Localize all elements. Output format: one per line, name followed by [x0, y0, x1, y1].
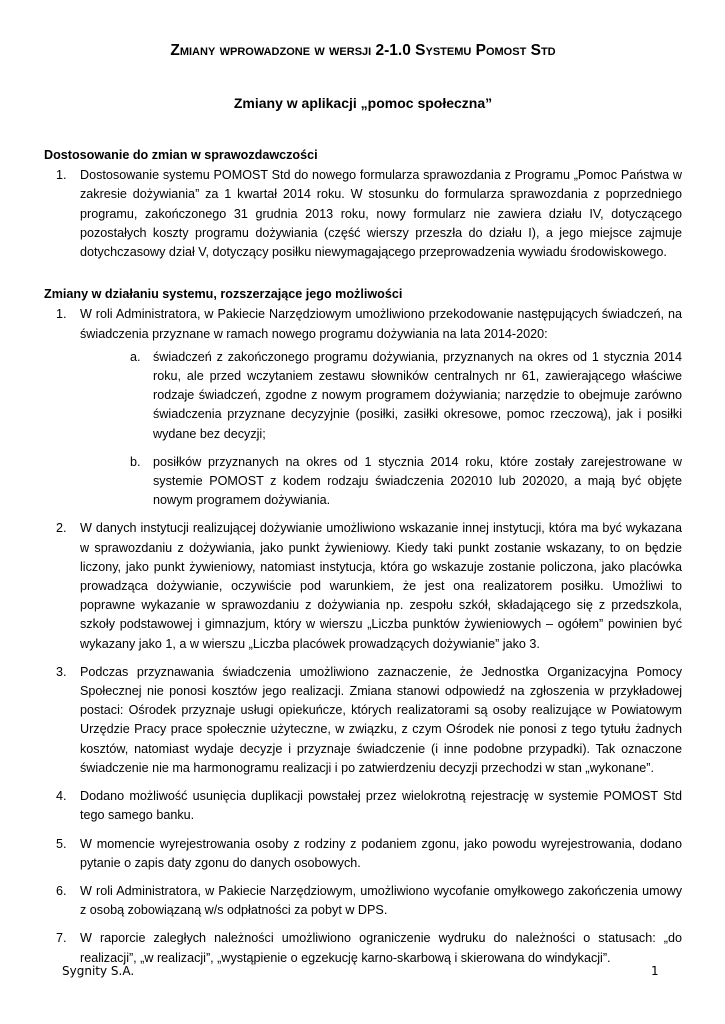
document-subtitle: Zmiany w aplikacji „pomoc społeczna”: [233, 95, 493, 111]
list-item-text: Dostosowanie systemu POMOST Std do nowego formularza sprawozdania z Programu „Pomoc Państwa w zakresie dożywiania” za 1 kwartał 2014 roku. W stosunku do formularza sprawozdania z poprzedniego programu, zakończonego 31 grudnia 2013 roku, nowy formularz nie zawiera działu IV, dotyczącego pozostałych koszty programu dożywiania (część wierszy przeszła do działu I), a jego miejsce zajmuje dotychczasowy dział V, dotyczący posiłku niewymagającego przeprowadzenia wywiadu środowiskowego.: [80, 168, 682, 260]
sub-list-item-letter: b.: [130, 454, 141, 469]
list-item-number: 4.: [56, 789, 67, 804]
sub-list-item-letter: a.: [130, 349, 141, 364]
list-item: [44, 929, 682, 967]
sub-list-item: [80, 453, 682, 511]
list-item: [44, 519, 682, 653]
list-item-number: 1.: [56, 168, 67, 183]
list-item-number: 3.: [56, 664, 67, 679]
sub-list: [80, 348, 682, 511]
list-item: [44, 663, 682, 778]
system-changes-list: [44, 305, 682, 967]
document-body: [44, 146, 682, 977]
list-item-text: W roli Administratora, w Pakiecie Narzędziowym umożliwiono przekodowanie następujących świadczeń, na świadczenia przyznane w ramach nowego programu dożywiania na lata 2014-2020:: [80, 307, 682, 341]
list-item-number: 6.: [56, 883, 67, 898]
list-item-number: 2.: [56, 521, 67, 536]
list-item: [44, 305, 682, 510]
list-item-text: W momencie wyrejestrowania osoby z rodziny z podaniem zgonu, jako powodu wyrejestrowania, dodano pytanie o zapis daty zgonu do danych osobowych.: [80, 836, 682, 870]
footer-page-number: 1: [651, 964, 659, 978]
list-item-number: 7.: [56, 931, 67, 946]
document-title: Zmiany wprowadzone w wersji 2-1.0 Systemu Pomost Std: [170, 42, 556, 59]
reporting-changes-list: [44, 166, 682, 262]
list-item-text: W danych instytucji realizującej dożywianie umożliwiono wskazanie innej instytucji, która ma być wykazana w sprawozdaniu z dożywiania, jako punkt żywieniowy. Kiedy taki punkt zostanie wskazany, to on będzie liczony, jako punkt żywieniowy, natomiast instytucja, która go wskazuje zostanie policzona, jako placówka prowadząca dożywianie, oczywiście pod warunkiem, że jest ona realizatorem posiłku. Umożliwi to poprawne wykazanie w sprawozdaniu z dożywiania np. zespołu szkół, składającego się z przedszkola, szkoły podstawowej i gimnazjum, który w wierszu „Liczba punktów żywieniowych – ogółem” powinien być wykazany jako 1, a w wierszu „Liczba placówek prowadzących dożywianie” jako 3.: [80, 521, 682, 651]
list-item-text: Podczas przyznawania świadczenia umożliwiono zaznaczenie, że Jednostka Organizacyjna Pomocy Społecznej nie ponosi kosztów jego realizacji. Zmiana stanowi odpowiedź na zgłoszenia w przykładowej postaci: Ośrodek przyznaje usługi opiekuńcze, których realizatorami są osoby realizujące w Powiatowym Urzędzie Pracy prace społecznie użyteczne, w związku, z czym Ośrodek nie ponosi z tego tytułu żadnych kosztów, natomiast wydaje decyzje i przyznaje świadczenie (i inne podobne przypadki). Tak oznaczone świadczenie nie ma harmonogramu realizacji i po zatwierdzeniu decyzji przechodzi w stan „wykonane”.: [80, 664, 682, 775]
list-item-text: W roli Administratora, w Pakiecie Narzędziowym, umożliwiono wycofanie omyłkowego zakończenia umowy z osobą zobowiązaną w/s odpłatności za pobyt w DPS.: [80, 883, 682, 918]
footer-company: Sygnity S.A.: [62, 964, 135, 978]
list-item-number: 1.: [56, 307, 67, 322]
document-page: [44, 0, 682, 1024]
section-heading-system-changes: Zmiany w działaniu systemu, rozszerzające jego możliwości: [44, 287, 403, 302]
list-item-number: 5.: [56, 836, 67, 851]
sub-list-item-text: posiłków przyznanych na okres od 1 stycznia 2014 roku, które zostały zarejestrowane w systemie POMOST z kodem rodzaju świadczenia 202010 lub 202020, a mają być objęte nowym programem dożywiania.: [153, 454, 682, 508]
list-item: [44, 787, 682, 825]
sub-list-item: [80, 348, 682, 444]
list-item: [44, 882, 682, 920]
list-item: [44, 166, 682, 262]
list-item-text: W raporcie zaległych należności umożliwiono ograniczenie wydruku do należności o statusach: „do realizacji”, „w realizacji”, „wystąpienie o egzekucję karno-skarbową i skierowana do windykacji”.: [80, 931, 682, 965]
sub-list-item-text: świadczeń z zakończonego programu dożywiania, przyznanych na okres od 1 stycznia 2014 roku, ale przed wczytaniem zestawu słowników centralnych nr 61, zawierającego właściwe rodzaje świadczeń, zgodne z nowym programem dożywiania; narzędzie to obejmuje zarówno świadczenia przyznane decyzyjnie (posiłki, zasiłki okresowe, pomoc rzeczową), jak i posiłki wydane bez decyzji;: [153, 349, 682, 441]
list-item: [44, 835, 682, 873]
list-item-text: Dodano możliwość usunięcia duplikacji powstałej przez wielokrotną rejestrację w systemie POMOST Std tego samego banku.: [80, 789, 682, 823]
section-heading-reporting: Dostosowanie do zmian w sprawozdawczości: [44, 148, 318, 162]
